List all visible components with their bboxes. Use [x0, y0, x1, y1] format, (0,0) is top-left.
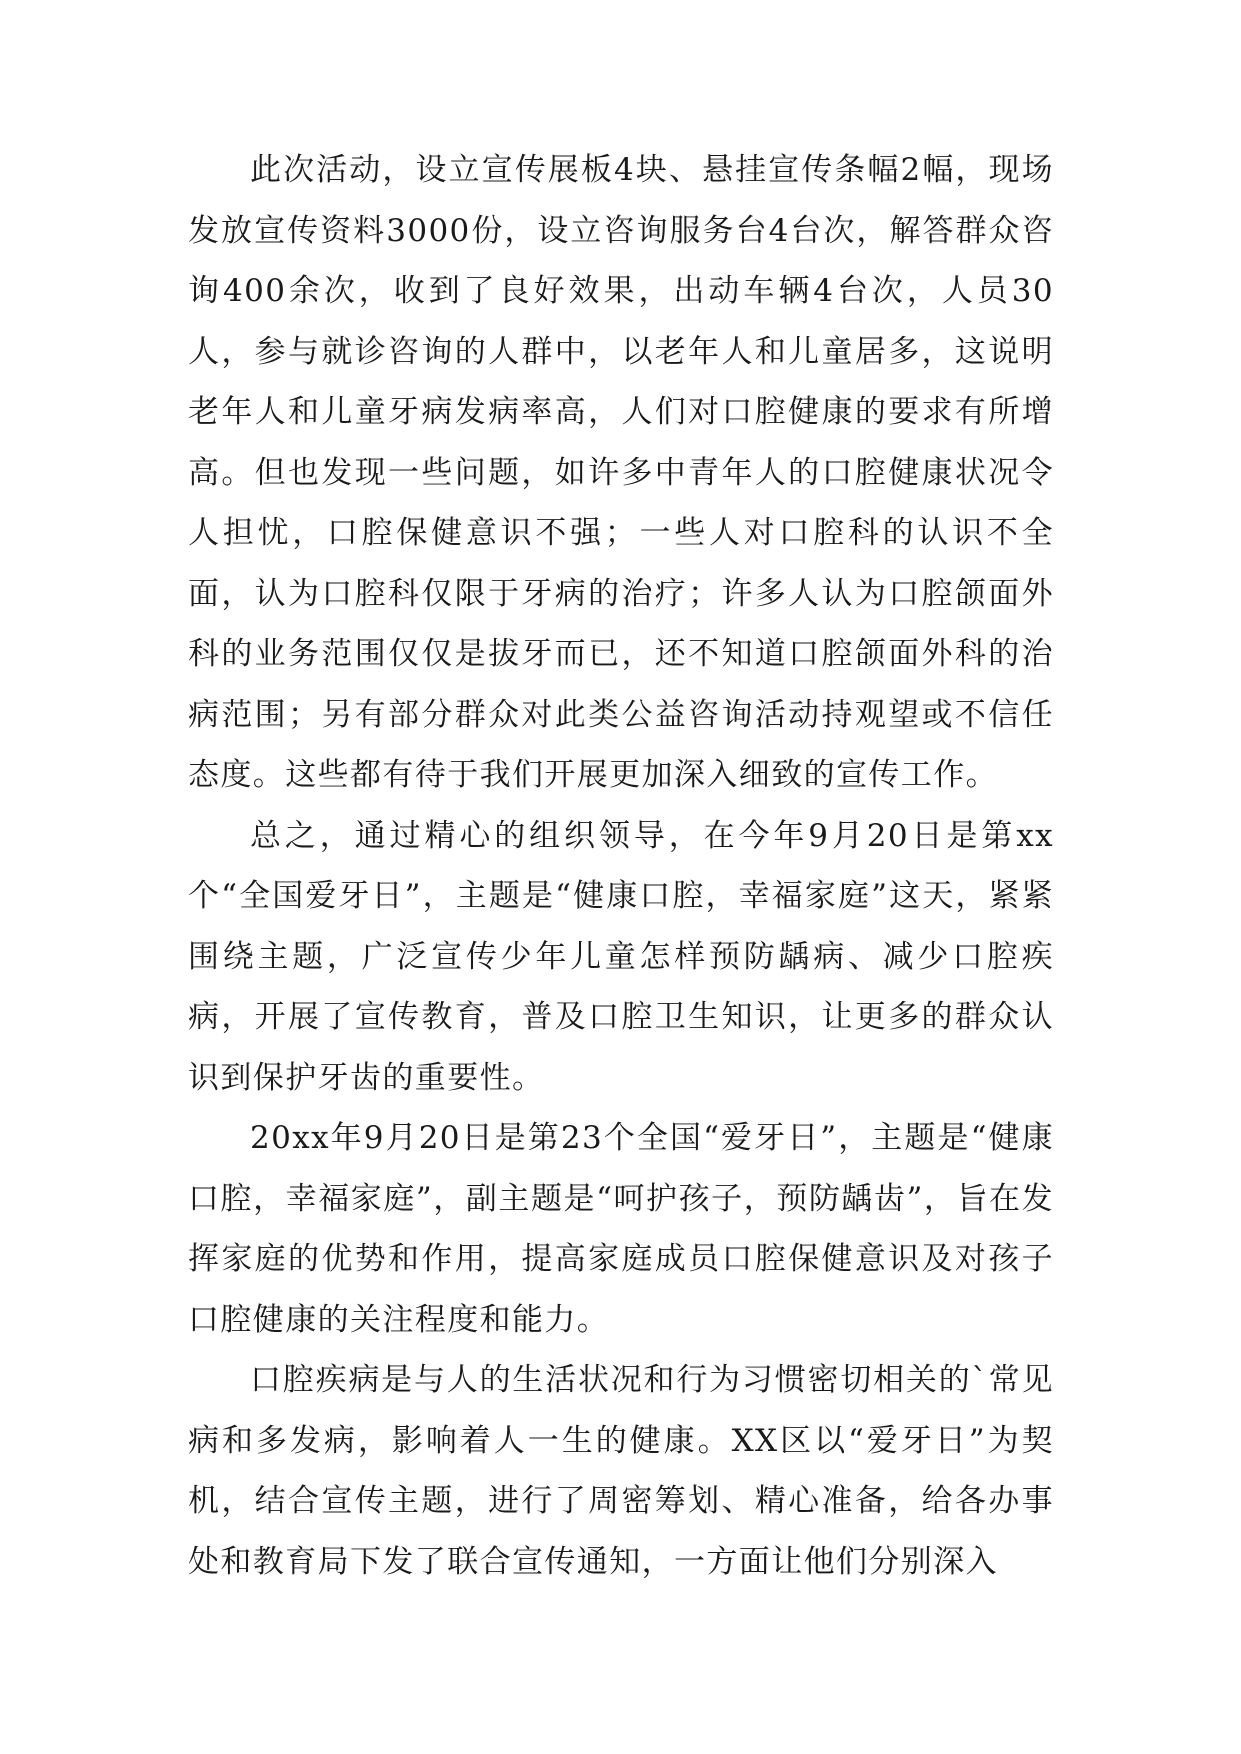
paragraph-activity-summary: 此次活动，设立宣传展板4块、悬挂宣传条幅2幅，现场发放宣传资料3000份，设立咨询服务台4台次，解答群众咨询400余次，收到了良好效果，出动车辆4台次，人员30人，参与就诊咨询的人群中，以老年人和儿童居多，这说明老年人和儿童牙病发病率高，人们对口腔健康的要求有所增高。但也发现一些问题，如许多中青年人的口腔健康状况令人担忧，口腔保健意识不强；一些人对口腔科的认识不全面，认为口腔科仅限于牙病的治疗；许多人认为口腔颌面外科的业务范围仅仅是拔牙而已，还不知道口腔颌面外科的治病范围；另有部分群众对此类公益咨询活动持观望或不信任态度。这些都有待于我们开展更加深入细致的宣传工作。 — [188, 152, 1054, 793]
paragraph-conclusion: 总之，通过精心的组织领导，在今年9月20日是第xx个“全国爱牙日”，主题是“健康口腔，幸福家庭”这天，紧紧围绕主题，广泛宣传少年儿童怎样预防龋病、减少口腔疾病，开展了宣传教育，普及口腔卫生知识，让更多的群众认识到保护牙齿的重要性。 — [188, 817, 1054, 1096]
paragraph-theme: 20xx年9月20日是第23个全国“爱牙日”，主题是“健康口腔，幸福家庭”，副主题是“呵护孩子，预防龋齿”，旨在发挥家庭的优势和作用，提高家庭成员口腔保健意识及对孩子口腔健康的关注程度和能力。 — [188, 1120, 1054, 1338]
document-page — [188, 140, 1054, 1592]
paragraph-oral-disease: 口腔疾病是与人的生活状况和行为习惯密切相关的`常见病和多发病，影响着人一生的健康。XX区以“爱牙日”为契机，结合宣传主题，进行了周密筹划、精心准备，给各办事处和教育局下发了联合宣传通知，一方面让他们分别深入 — [188, 1362, 1054, 1580]
